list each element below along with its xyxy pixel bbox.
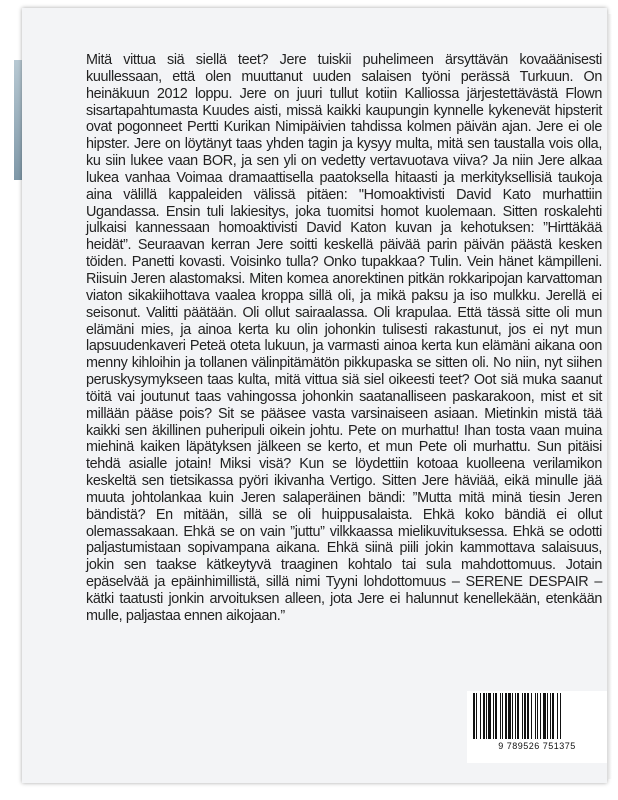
spine-edge: [14, 60, 22, 180]
barcode-bar: [550, 693, 551, 739]
barcode-bar: [480, 693, 481, 739]
barcode-bar: [495, 693, 497, 739]
barcode-bar: [500, 693, 501, 739]
barcode-bar: [493, 693, 494, 739]
barcode-bar: [557, 693, 558, 739]
barcode-bar: [505, 693, 507, 739]
barcode-bar: [488, 693, 491, 739]
barcode-bar: [486, 693, 487, 739]
barcode-bar: [512, 693, 513, 739]
barcode-bar: [547, 693, 548, 739]
barcode: [467, 691, 607, 763]
back-cover-blurb: Mitä vittua siä siellä teet? Jere tuiskii puhelimeen ärsyttävän kovaäänisesti kuullessaan, että olen muuttanut uuden salaisen työni perässä Turkuun. On heinäkuun 2012 loppu. Jere on juuri tullut kotiin Kalliossa järjestettävästä Flown sisartapahtumasta Kuudes aisti, missä kaikki kaupungin kynnelle kykenevät hipsterit ovat pogonneet Pertti Kurikan Nimipäivien tahdissa kolmen päivän ajan. Jere ei ole hipster. Jere on löytänyt taas yhden tagin ja kysyy multa, mitä sen taustalla vois olla, ku siin lukee vaan BOR, ja sen yli on vedetty vertavuotava viiva? Ja niin Jere alkaa lukea vanhaa Voimaa dramaattisella paatoksella hitaasti ja merkityksellisiä taukoja aina välillä kappaleiden välissä pitäen: "Homoaktivisti David Kato murhattiin Ugandassa. Ensin tuli lakiesitys, joka tuomitsi homot kuolemaan. Sitten roskalehti julkaisi kannessaan homoaktivisti David Katon kuvan ja kehotuksen: ”Hirttäkää heidät”. Seuraavan kerran Jere soitti keskellä päivää parin päivän päästä kesken töiden. Panetti kovasti. Voisinko tulla? Onko tupakkaa? Tulin. Vein hänet kämpilleni. Riisuin Jeren alastomaksi. Miten komea anorektinen pitkän rokkaripojan karvattoman viaton sikakiihottava vaalea kroppa sillä oli, ja mikä paksu ja iso mulkku. Jerellä ei seisonut. Valitti päätään. Oli ollut sairaalassa. Oli krapulaa. Että tässä sitte oli mun elämäni mies, ja ainoa kerta ku olin johonkin tulisesti rakastunut, jos ei nyt mun lapsuudenkaveri Peteä oteta lukuun, ja varmasti ainoa kerta kun elämäni aikana oon menny kihloihin ja tollanen välinpitämätön pikkupaska se sitten oli. No niin, nyt siihen peruskysymykseen taas kulta, mitä vittua siä siel oikeesti teet? Oot siä muka saanut töitä vai joutunut taas vahingossa johonkin saatanalliseen paskarakoon, mist et sit millään pääse pois? Sit se pääsee vasta varsinaiseen asiaan. Mietinkin mistä tää kaikki sen äkillinen puheripuli oikein johtu. Pete on murhattu! Ihan tosta vaan muina miehinä kaiken läpätyksen jälkeen se kerto, et mun Pete oli murhattu. Sun pitäisi tehdä asialle jotain! Miksi visä? Kun se löydettiin kotoaa kuolleena verilamikon keskeltä sen tietsikassa pyöri ikivanha Vertigo. Sitten Jere häviää, eikä minulle jää muuta johtolankaa kuin Jeren salaperäinen bändi: ”Mutta mitä minä tiesin Jeren bändistä? En mitään, sillä se oli huippusalaista. Ehkä koko bändiä ei ollut olemassakaan. Ehkä se on vain ”juttu” vilkkaassa mielikuvituksessa. Ehkä se odotti paljastumistaan sopivampana aikana. Ehkä siinä piili jokin kammottava salaisuus, jokin sen taakse kätkeytyvä traaginen kohtalo tai sula mahdottomuus. Jotain epäselvää ja epäinhimillistä, sillä nimi Tyyni lohdottomuus – SERENE DESPAIR – kätki taatusti jonkin arvoituksen alleen, jota Jere ei halunnut kenellekään, etenkään mulle, paljastaa ennen aikojaan.”: [86, 52, 602, 624]
barcode-bar: [483, 693, 485, 739]
barcode-bar: [543, 693, 546, 739]
barcode-bar: [522, 693, 523, 739]
barcode-bar: [476, 693, 477, 739]
barcode-bar: [515, 693, 516, 739]
barcode-bar: [537, 693, 538, 739]
barcode-bar: [502, 693, 503, 739]
barcode-bar: [535, 693, 536, 739]
barcode-bar: [508, 693, 511, 739]
page-edge: [607, 14, 612, 779]
barcode-bar: [540, 693, 541, 739]
barcode-bar: [531, 693, 532, 739]
barcode-bar: [524, 693, 526, 739]
barcode-bar: [552, 693, 554, 739]
barcode-bar: [473, 693, 475, 739]
barcode-bar: [560, 693, 561, 739]
barcode-bars: [467, 693, 607, 741]
book-back-cover: [22, 8, 607, 783]
isbn-number: 9 789526 751375: [498, 741, 576, 751]
barcode-bar: [527, 693, 529, 739]
barcode-bar: [517, 693, 519, 739]
